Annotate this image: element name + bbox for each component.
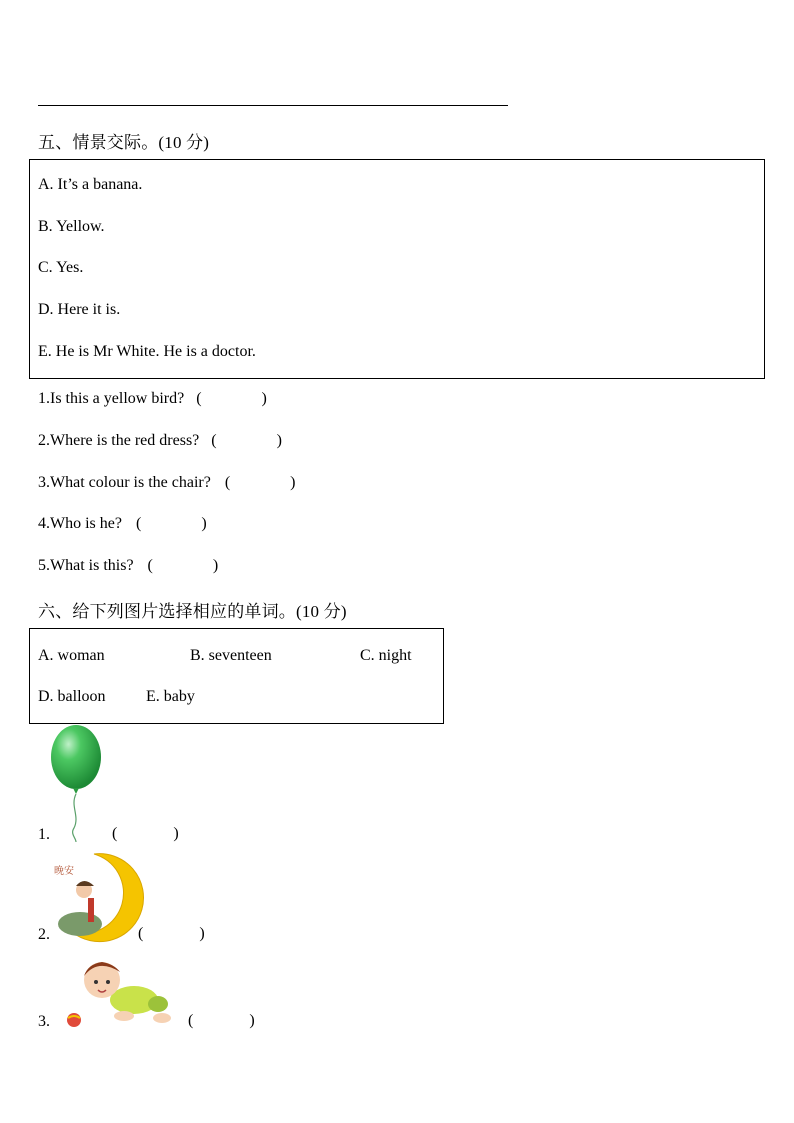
option-d: D. Here it is. [38,301,121,318]
picture-item-2 [38,926,50,944]
answer-blank-1[interactable]: ( ) [196,390,267,407]
picture-item-1 [38,826,50,844]
answer-blank-3[interactable]: ( ) [224,474,296,491]
option-e: E. He is Mr White. He is a doctor. [38,343,256,360]
question-1 [38,390,267,408]
question-4-text: 4.Who is he? [38,515,122,532]
option-a: A. It’s a banana. [38,176,143,193]
question-1-text: 1.Is this a yellow bird? [38,390,185,407]
question-3-text: 3.What colour is the chair? [38,474,211,491]
answer-blank-4[interactable]: ( ) [135,515,207,532]
baby-image [64,956,172,1030]
section-5-options-box [29,159,765,379]
option-b: B. Yellow. [38,218,105,235]
section-6-heading: 六、给下列图片选择相应的单词。(10 分) [38,602,347,621]
picture-item-3 [38,1013,50,1031]
picture-item-1-label: 1. [38,826,50,843]
word-option-b: B. seventeen [190,647,272,664]
picture-answer-blank-3[interactable]: ( ) [188,1012,255,1029]
top-rule [38,105,508,106]
option-c: C. Yes. [38,259,84,276]
picture-item-3-label: 3. [38,1013,50,1030]
question-3 [38,474,295,492]
question-5-text: 5.What is this? [38,557,134,574]
question-2-text: 2.Where is the red dress? [38,432,200,449]
answer-blank-5[interactable]: ( ) [147,557,219,574]
section-6-options-box [29,628,444,724]
word-option-a: A. woman [38,647,105,664]
picture-item-2-label: 2. [38,926,50,943]
balloon-image [50,724,106,844]
question-2 [38,432,282,450]
picture-answer-blank-1[interactable]: ( ) [112,825,179,842]
picture-answer-blank-2[interactable]: ( ) [138,925,205,942]
word-option-c: C. night [360,647,412,664]
moon-caption-text: 晚安 [54,866,74,877]
moon-night-image [50,852,132,944]
word-option-d: D. balloon [38,688,106,705]
section-5-heading: 五、情景交际。(10 分) [38,133,210,152]
answer-blank-2[interactable]: ( ) [211,432,282,449]
question-5 [38,557,218,575]
word-option-e: E. baby [146,688,195,705]
question-4 [38,515,207,533]
